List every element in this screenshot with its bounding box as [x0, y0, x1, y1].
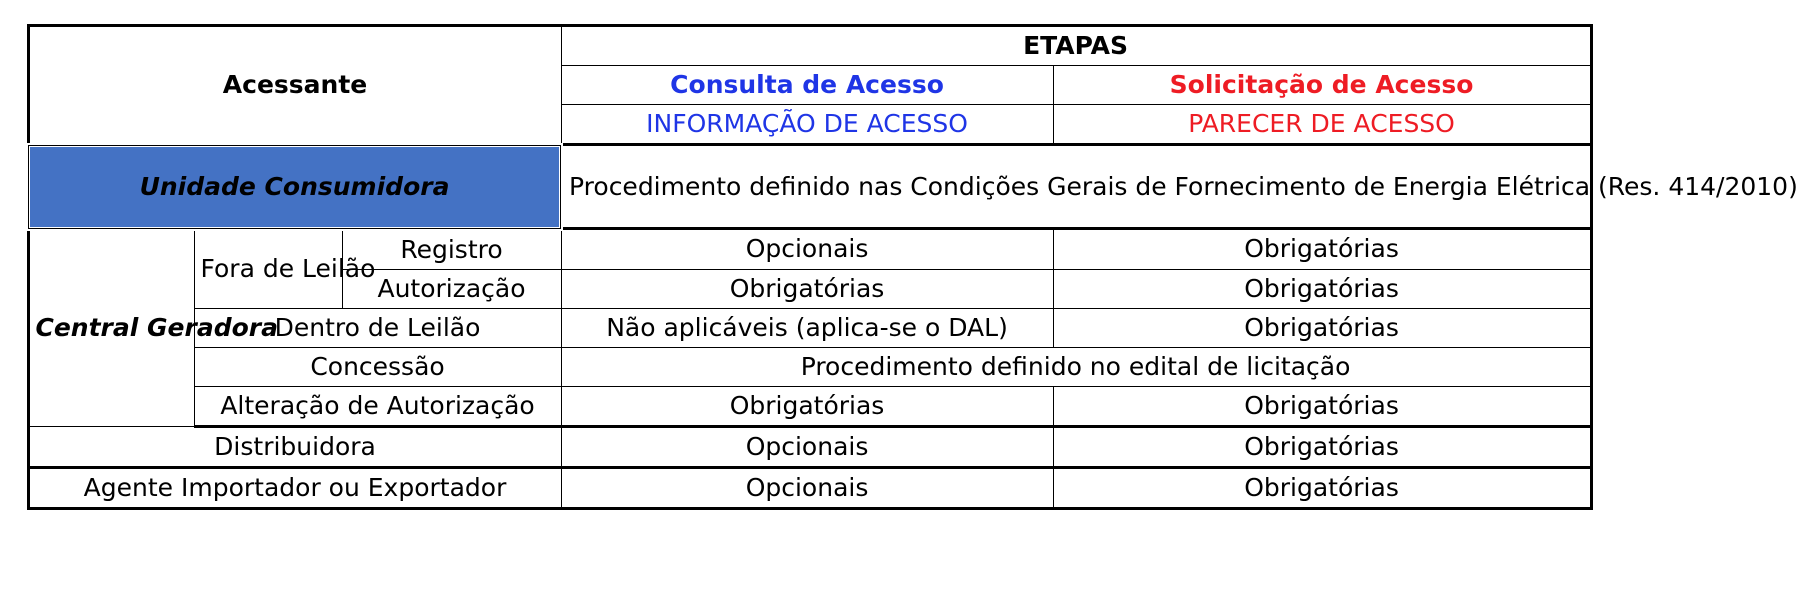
- distribuidora-solicitacao: Obrigatórias: [1053, 426, 1591, 467]
- generator-label: Central Geradora: [28, 229, 194, 427]
- distribuidora-label: Distribuidora: [28, 426, 561, 467]
- generator-autorizacao-consulta: Obrigatórias: [561, 269, 1053, 308]
- agente-consulta: Opcionais: [561, 467, 1053, 508]
- document-wrapper: [26, 24, 1798, 510]
- distribuidora-row: [28, 426, 1591, 467]
- generator-autorizacao-solicitacao: Obrigatórias: [1053, 269, 1591, 308]
- header-parecer: PARECER DE ACESSO: [1053, 105, 1591, 145]
- generator-alteracao-solicitacao: Obrigatórias: [1053, 386, 1591, 426]
- header-informacao: INFORMAÇÃO DE ACESSO: [561, 105, 1053, 145]
- distribuidora-consulta: Opcionais: [561, 426, 1053, 467]
- generator-concessao-procedure: Procedimento definido no edital de licitação: [561, 347, 1591, 386]
- agente-solicitacao: Obrigatórias: [1053, 467, 1591, 508]
- header-etapas: ETAPAS: [561, 26, 1591, 66]
- consumer-procedure: Procedimento definido nas Condições Gerais de Fornecimento de Energia Elétrica (Res. 414/2010): [561, 145, 1591, 229]
- generator-registro-consulta: Opcionais: [561, 229, 1053, 270]
- generator-fora-de-leilao: Fora de Leilão: [194, 229, 342, 309]
- generator-dentro-leilao-solicitacao: Obrigatórias: [1053, 308, 1591, 347]
- access-procedures-table: [26, 24, 1798, 510]
- header-solicitacao: Solicitação de Acesso: [1053, 66, 1591, 105]
- generator-alteracao: Alteração de Autorização: [194, 386, 561, 426]
- header-acessante: Acessante: [28, 26, 561, 145]
- consumer-row: [28, 145, 1591, 229]
- consumer-label: Unidade Consumidora: [28, 145, 561, 229]
- generator-dentro-leilao: Dentro de Leilão: [194, 308, 561, 347]
- header-consulta: Consulta de Acesso: [561, 66, 1053, 105]
- agente-label: Agente Importador ou Exportador: [28, 467, 561, 508]
- generator-dentro-leilao-consulta: Não aplicáveis (aplica-se o DAL): [561, 308, 1053, 347]
- generator-alteracao-consulta: Obrigatórias: [561, 386, 1053, 426]
- generator-row-registro: [28, 229, 1591, 270]
- generator-row-concessao: [28, 347, 1591, 386]
- generator-row-alteracao: [28, 386, 1591, 426]
- generator-registro: Registro: [342, 229, 561, 270]
- generator-registro-solicitacao: Obrigatórias: [1053, 229, 1591, 270]
- generator-concessao: Concessão: [194, 347, 561, 386]
- generator-autorizacao: Autorização: [342, 269, 561, 308]
- agente-row: [28, 467, 1591, 508]
- header-row-etapas: [28, 26, 1591, 66]
